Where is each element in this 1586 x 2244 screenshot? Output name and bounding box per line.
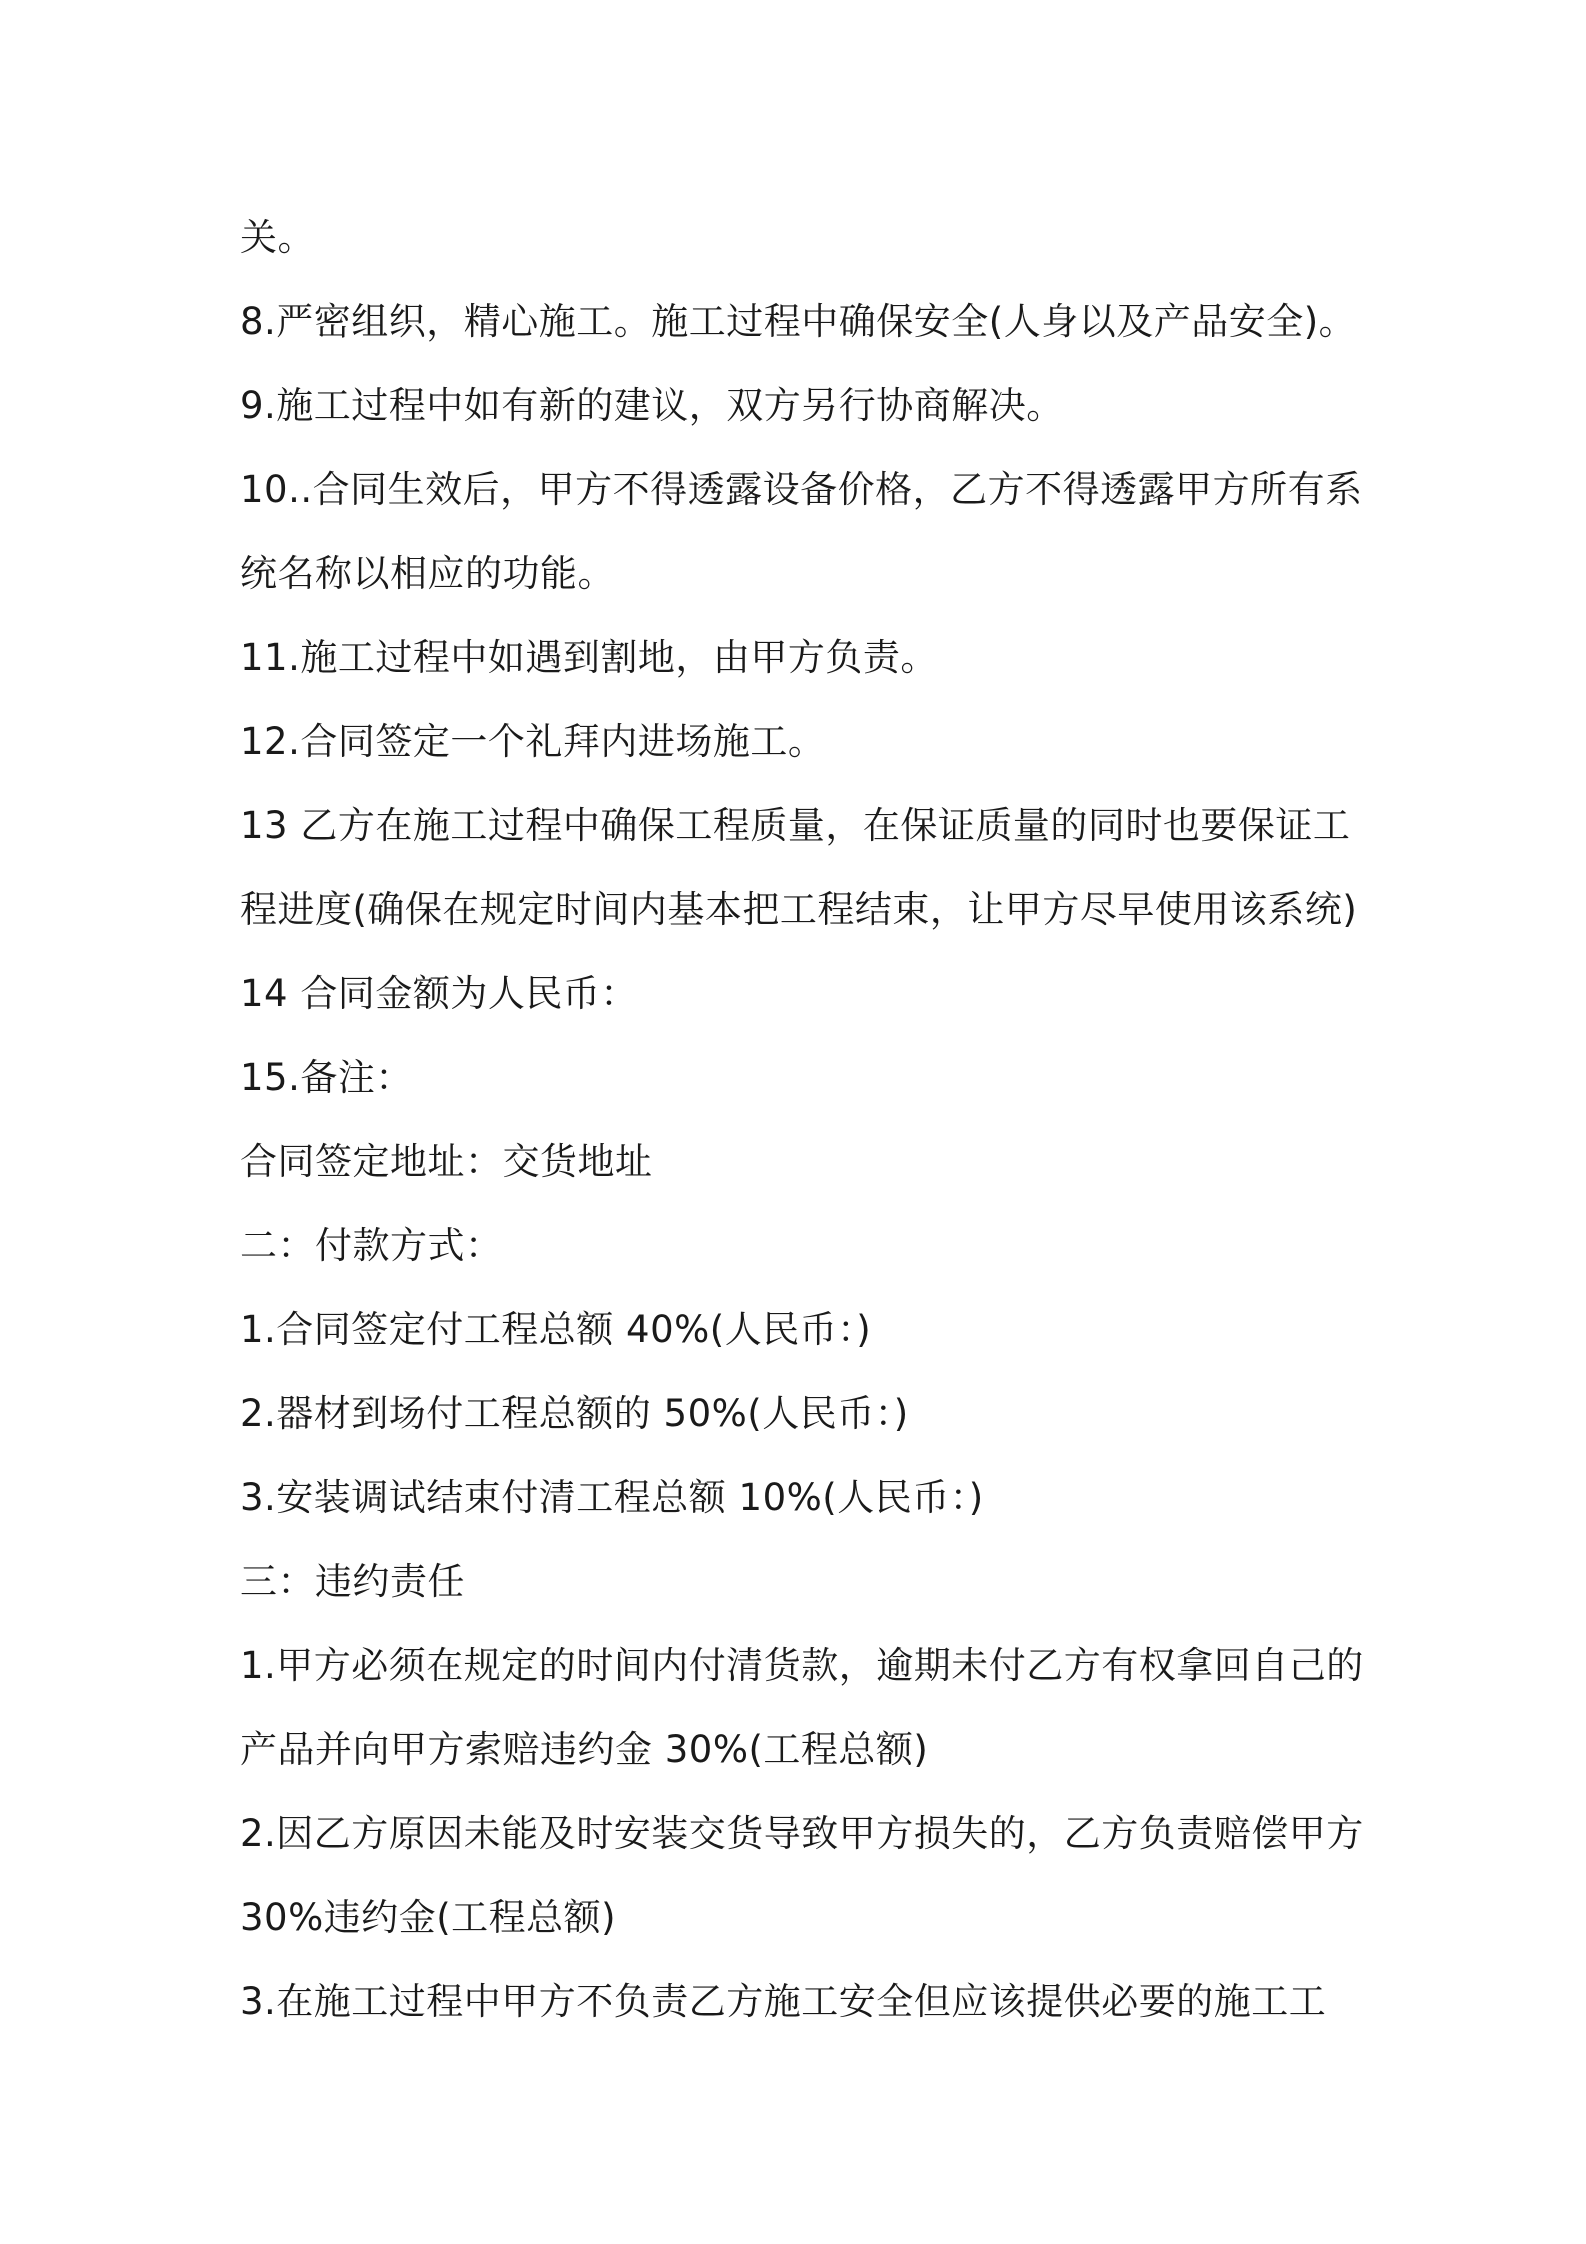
text-line: 12.合同签定一个礼拜内进场施工。 [240, 720, 826, 763]
text-line: 14 合同金额为人民币： [240, 972, 638, 1015]
section-heading: 三：违约责任 [240, 1560, 465, 1603]
text-line: 15.备注： [240, 1056, 413, 1099]
text-line: 合同签定地址：交货地址 [240, 1140, 653, 1183]
text-line: 1.合同签定付工程总额 40%(人民币：) [240, 1308, 872, 1351]
text-line: 3.在施工过程中甲方不负责乙方施工安全但应该提供必要的施工工 [240, 1980, 1327, 2023]
text-line: 2.器材到场付工程总额的 50%(人民币：) [240, 1392, 909, 1435]
section-heading: 二：付款方式： [240, 1224, 503, 1267]
text-line: 1.甲方必须在规定的时间内付清货款，逾期未付乙方有权拿回自己的 [240, 1644, 1364, 1687]
text-line: 11.施工过程中如遇到割地，由甲方负责。 [240, 636, 938, 679]
text-line: 9.施工过程中如有新的建议，双方另行协商解决。 [240, 384, 1064, 427]
text-line: 产品并向甲方索赔违约金 30%(工程总额) [240, 1728, 929, 1771]
document-body [240, 196, 1364, 2044]
text-line: 程进度(确保在规定时间内基本把工程结束，让甲方尽早使用该系统) [240, 888, 1358, 931]
text-line: 3.安装调试结束付清工程总额 10%(人民币：) [240, 1476, 984, 1519]
text-line: 统名称以相应的功能。 [240, 552, 615, 595]
text-line: 8.严密组织，精心施工。施工过程中确保安全(人身以及产品安全)。 [240, 300, 1357, 343]
text-line: 关。 [240, 216, 315, 259]
text-line: 30%违约金(工程总额) [240, 1896, 617, 1939]
text-line: 10..合同生效后，甲方不得透露设备价格，乙方不得透露甲方所有系 [240, 468, 1363, 511]
text-line: 13 乙方在施工过程中确保工程质量，在保证质量的同时也要保证工 [240, 804, 1351, 847]
text-line: 2.因乙方原因未能及时安装交货导致甲方损失的，乙方负责赔偿甲方 [240, 1812, 1364, 1855]
